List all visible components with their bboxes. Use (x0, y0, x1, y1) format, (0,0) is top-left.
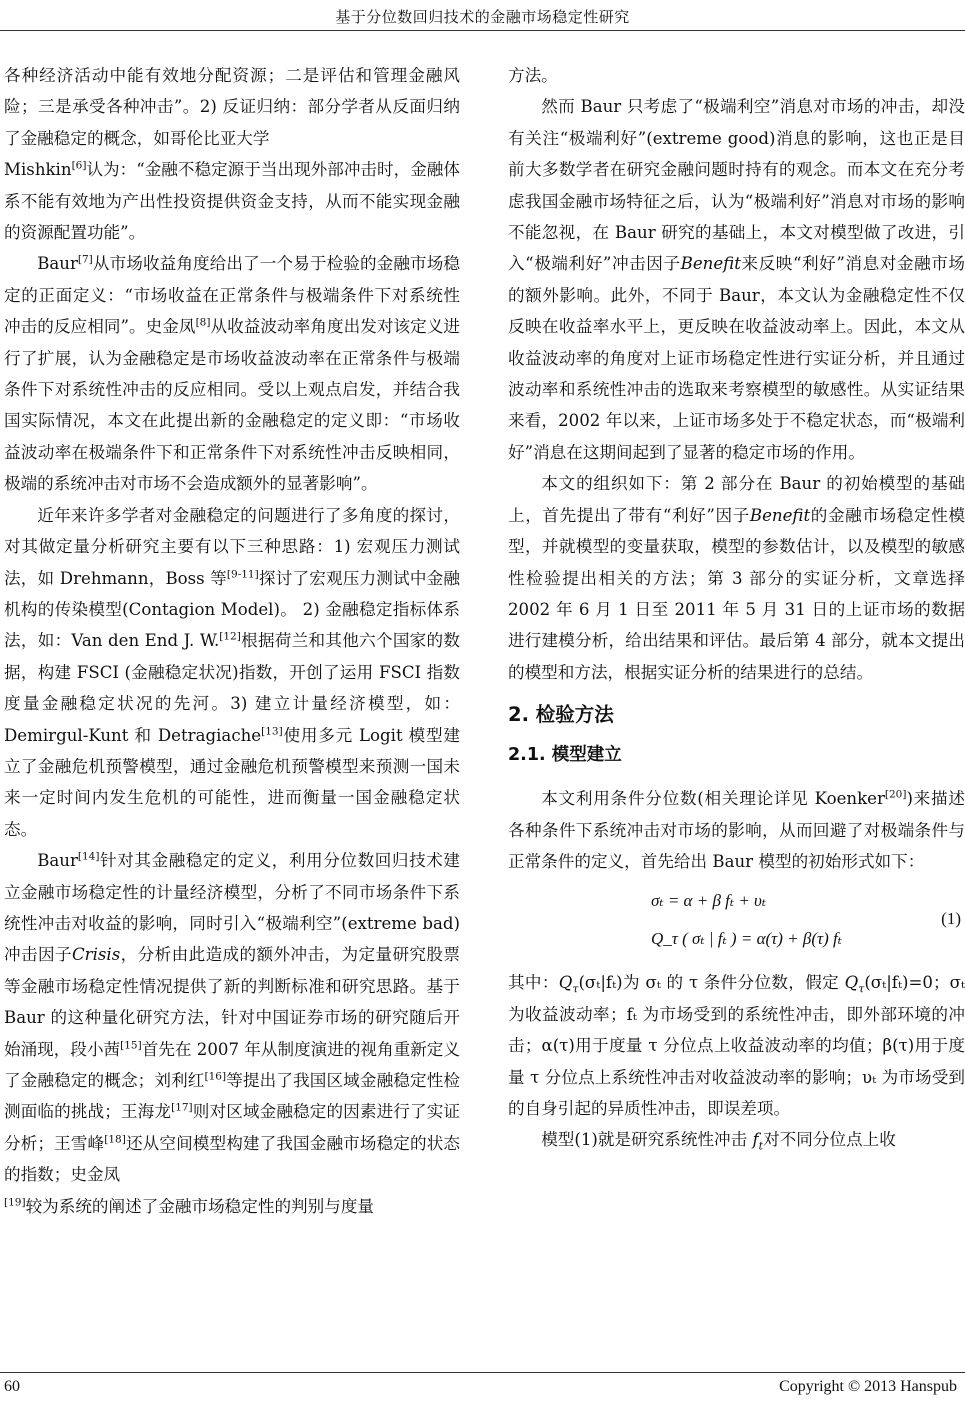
page-number: 60 (4, 1378, 20, 1395)
equation-block (508, 879, 965, 963)
citation: [13] (261, 725, 283, 737)
text: (σₜ|fₜ)为 σₜ 的 τ 条件分位数，假定 (578, 973, 845, 993)
text: 探讨了宏观压力测试中金融机构的传染模型(Contagion Model)。 2) 金融稳定指标体系法，如：Van den End J. W. (4, 568, 460, 651)
text: 的金融市场稳定性模型，并就模型的变量获取，模型的参数估计，以及模型的敏感性检验提出相关的方法；第 3 部分的实证分析，文章选择 2002 年 6 月 1 日至 2011 年 5 月 31 日的上证市场的数据进行建模分析，给出结果和评估。最后第 4 部分，就本文提出的模型和方法，根据实证分析的结果进行的总结。 (508, 505, 965, 682)
paragraph (4, 60, 460, 248)
text: 针对其金融稳定的定义，利用分位数回归技术建立金融市场稳定性的计量经济模型，分析了不同市场条件下系统性冲击对收益的影响，同时引入“极端利空”(extreme bad)冲击因子 (4, 851, 460, 965)
text: 还从空间模型构建了我国金融市场稳定的状态的指数；史金凤 (4, 1133, 461, 1185)
text: )来描述各种条件下系统冲击对市场的影响，从而回避了对极端条件与正常条件的定义，首先给出 Baur 模型的初始形式如下： (508, 789, 965, 871)
variable-q: Q (558, 973, 573, 993)
text: 认为：“金融不稳定源于当出现外部冲击时，金融体系不能有效地为产出性投资提供资金支持，从而不能实现金融的资源配置功能”。 (4, 160, 460, 243)
text: 首先在 2007 年从制度演进的视角重新定义了金融稳定的概念；刘利红 (4, 1039, 460, 1090)
paragraph (508, 468, 965, 688)
paragraph: 其中：$Q_\tau(\sigma_t|f_t)$为 σₜ 的 τ 条件分位数，假定 $Q_\tau(\sigma_t|f_t)=0$；σₜ 为收益波动率；fₜ 为市场受到的系统性冲击，即外部环境的冲击；α(τ)用于度量 τ 分位点上收益波动率的均值；β(τ)用于度量 τ 分位点上系统性冲击对收益波动率的影响；υₜ 为市场受到的自身引起的异质性冲击，即误差项。 (508, 973, 965, 1118)
text: 然而 Baur 只考虑了“极端利空”消息对市场的冲击，却没有关注“极端利好”(extreme good)消息的影响，这也正是目前大多数学者在研究金融问题时持有的观念。而本文在充分考虑我国金融市场特征之后，认为“极端利好”消息对市场的影响不能忽视，在 Baur 研究的基础上，本文对模型做了改进，引入“极端利好”冲击因子 (508, 97, 965, 274)
citation: [20] (884, 788, 907, 801)
left-column (4, 60, 460, 1222)
text: 本文利用条件分位数(相关理论详见 Koenker (541, 789, 885, 809)
text: 其中： (508, 973, 559, 993)
citation: [18] (104, 1133, 126, 1146)
text: 来反映“利好”消息对金融市场的额外影响。此外，不同于 Baur，本文认为金融稳定性不仅反映在收益率水平上，更反映在收益波动率上。因此，本文从收益波动率的角度对上证市场稳定性进行实证分析，并且通过波动率和系统性冲击的选取来考察模型的敏感性。从实证结果来看，2002 年以来，上证市场多处于不稳定状态，而“极端利好”消息在这期间起到了显著的稳定市场的作用。 (508, 254, 965, 462)
text: 使用多元 Logit 模型建立了金融危机预警模型，通过金融危机预警模型来预测一国未来一定时间内发生危机的可能性，进而衡量一国金融稳定状态。 (4, 725, 461, 839)
citation: [15] (120, 1039, 142, 1052)
paragraph (508, 91, 965, 468)
citation: [7] (77, 253, 93, 266)
paragraph (4, 500, 460, 845)
text: 本文的组织如下：第 2 部分在 Baur 的初始模型的基础上，首先提出了带有“利好”因子 (508, 474, 965, 525)
paragraph (4, 248, 460, 499)
citation: [17] (171, 1101, 193, 1114)
text: 从收益波动率角度出发对该定义进行了扩展，认为金融稳定是市场收益波动率在正常条件与极端条件下对系统性冲击的反应相同。受以上观点启发，并结合我国实际情况，本文在此提出新的金融稳定的定义即：“市场收益波动率在极端条件下和正常条件下对系统性冲击反映相同，极端的系统冲击对市场不会造成额外的显著影响”。 (4, 317, 461, 494)
text: 根据荷兰和其他六个国家的数据，构建 FSCI (金融稳定状况)指数，开创了运用 FSCI 指数度量金融稳定状况的先河。3) 建立计量经济模型，如：Demirgul-Kunt 和 Detragiache (4, 631, 460, 745)
citation: [14] (77, 850, 100, 863)
citation: [19] (4, 1196, 26, 1209)
variable-benefit: Benefit (680, 254, 741, 274)
text: 各种经济活动中能有效地分配资源；二是评估和管理金融风险；三是承受各种冲击”。2) 反证归纳：部分学者从反面归纳了金融稳定的概念，如哥伦比亚大学 (4, 66, 460, 148)
text: Baur (37, 851, 78, 871)
citation: [16] (204, 1070, 227, 1083)
variable-benefit: Benefit (749, 505, 811, 525)
equation-number: (1) (941, 909, 961, 929)
citation: [8] (195, 316, 211, 329)
section-heading: 2. 检验方法 (508, 703, 614, 727)
text: 对不同分位点上收 (763, 1130, 896, 1150)
equation-line: σₜ = α + β fₜ + υₜ (651, 891, 767, 911)
paragraph: 模型(1)就是研究系统性冲击 $f_t$对不同分位点上收 (541, 1130, 896, 1153)
citation: [9-11] (226, 567, 259, 580)
header-rule (0, 30, 965, 31)
text: 近年来许多学者对金融稳定的问题进行了多角度的探讨，对其做定量分析研究主要有以下三种思路：1) 宏观压力测试法，如 Drehmann，Boss 等 (4, 505, 460, 588)
copyright: Copyright © 2013 Hanspub (779, 1378, 957, 1395)
right-column (508, 60, 965, 1156)
paragraph (508, 783, 965, 877)
footer-rule (0, 1372, 965, 1373)
text: 等提出了我国区域金融稳定性检测面临的挑战；王海龙 (4, 1071, 461, 1122)
subsection-heading: 2.1. 模型建立 (508, 745, 622, 766)
citation: [6] (71, 159, 87, 172)
variable-crisis: Crisis (71, 945, 121, 965)
paragraph (4, 845, 460, 1222)
text: (σₜ|fₜ)=0；σₜ 为收益波动率；fₜ 为市场受到的系统性冲击，即外部环境的冲击；α(τ)用于度量 τ 分位点上收益波动率的均值；β(τ)用于度量 τ 分位点上系统性冲击对收益波动率的影响；υₜ 为市场受到的自身引起的异质性冲击，即误差项。 (508, 973, 965, 1118)
equation-line: Q_τ ( σₜ | fₜ ) = α(τ) + β(τ) fₜ (651, 929, 842, 949)
text: 较为系统的阐述了金融市场稳定性的判别与度量 (25, 1196, 375, 1216)
citation: [12] (219, 630, 241, 643)
text: ，分析由此造成的额外冲击，为定量研究股票等金融市场稳定性情况提供了新的判断标准和研究思路。基于 Baur 的这种量化研究方法，针对中国证券市场的研究随后开始涌现，段小茜 (4, 945, 460, 1059)
text: Mishkin (4, 160, 72, 180)
text: 模型(1)就是研究系统性冲击 (541, 1130, 753, 1150)
running-header: 基于分位数回归技术的金融市场稳定性研究 (335, 8, 630, 26)
text: 则对区域金融稳定的因素进行了实证分析；王雪峰 (4, 1102, 461, 1153)
paragraph: 方法。 (508, 66, 558, 85)
text: Baur (37, 254, 78, 274)
text: 从市场收益角度给出了一个易于检验的金融市场稳定的正面定义：“市场收益在正常条件与极端条件下对系统性冲击的反应相同”。史金凤 (4, 254, 460, 337)
